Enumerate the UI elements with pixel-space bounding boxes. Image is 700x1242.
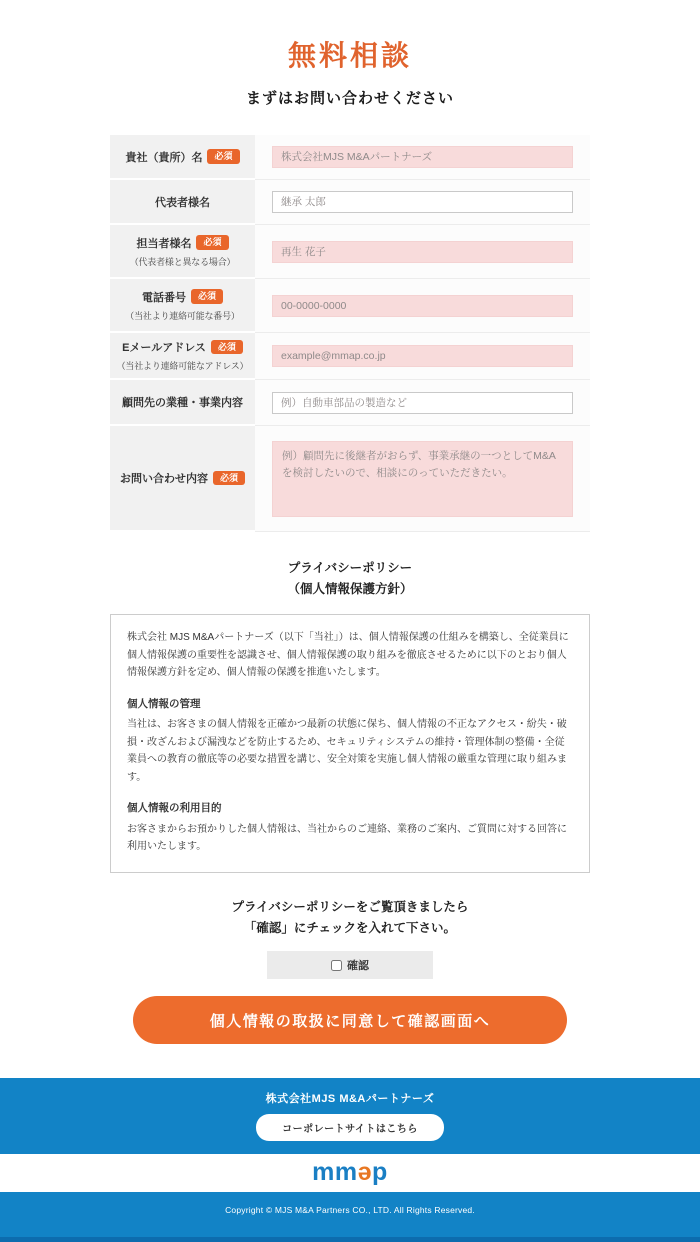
field-note: （当社より連絡可能な番号） [125, 310, 240, 321]
copyright-bar [0, 1192, 700, 1242]
submit-button[interactable]: 個人情報の取扱に同意して確認画面へ [133, 996, 567, 1044]
confirm-instruction [0, 897, 700, 941]
field-note: （代表者様と異なる場合） [129, 256, 236, 267]
confirm-checkbox-text: 確認 [347, 960, 369, 973]
required-badge: 必須 [213, 471, 245, 486]
logo-band [0, 1154, 700, 1192]
footer-company-name: 株式会社MJS M&Aパートナーズ [265, 1093, 435, 1106]
required-badge: 必須 [211, 340, 243, 355]
form-label-representative-name [110, 180, 255, 225]
logo-part-a: ə [357, 1158, 373, 1187]
phone-input[interactable] [272, 295, 573, 317]
form-label-phone [110, 279, 255, 333]
confirm-instruction-line2: 「確認」にチェックを入れて下さい。 [243, 921, 457, 936]
confirm-checkbox-label[interactable] [331, 957, 369, 973]
contact-person-input[interactable] [272, 241, 573, 263]
form-row-email [110, 333, 590, 380]
confirm-checkbox-box [267, 951, 433, 979]
form-row-phone [110, 279, 590, 333]
form-value-representative-name [255, 180, 590, 225]
field-label: 担当者様名 [136, 237, 192, 250]
form-value-inquiry [255, 426, 590, 532]
field-note: （当社より連絡可能なアドレス） [116, 361, 249, 371]
client-industry-input[interactable] [272, 392, 573, 414]
privacy-policy-box [110, 614, 590, 872]
privacy-section-title: 個人情報の管理 [127, 697, 201, 710]
form-row-representative-name [110, 180, 590, 225]
privacy-intro: 株式会社 MJS M&Aパートナーズ（以下「当社」）は、個人情報保護の仕組みを構築し、全従業員に個人情報保護の重要性を認識させ、個人情報保護の取り組みを徹底させるために以下のとおり個人情報保護方針を定め、個人情報の保護を推進いたします。 [127, 632, 569, 679]
form-row-company-name [110, 135, 590, 180]
page-subtitle: まずはお問い合わせください [245, 89, 454, 107]
confirm-checkbox[interactable] [331, 960, 342, 971]
contact-form [110, 135, 590, 532]
form-value-phone [255, 279, 590, 333]
field-label: 貴社（貴所）名 [125, 151, 203, 164]
form-value-email [255, 333, 590, 380]
inquiry-textarea[interactable] [272, 441, 573, 517]
field-label: Eメールアドレス [122, 342, 206, 354]
logo-part-p: p [372, 1158, 388, 1187]
form-row-inquiry [110, 426, 590, 532]
required-badge: 必須 [196, 235, 228, 250]
representative-name-input[interactable] [272, 191, 573, 213]
form-row-contact-person [110, 225, 590, 279]
form-value-contact-person [255, 225, 590, 279]
form-label-email [110, 333, 255, 380]
form-value-company-name [255, 135, 590, 180]
privacy-section-title: 個人情報の利用目的 [127, 802, 222, 815]
privacy-heading-line1: プライバシーポリシー [287, 561, 413, 575]
field-label: 顧問先の業種・事業内容 [122, 397, 243, 409]
logo-part-mm: mm [312, 1158, 358, 1187]
privacy-section-body: 当社は、お客さまの個人情報を正確かつ最新の状態に保ち、個人情報の不正なアクセス・紛失・破損・改ざんおよび漏洩などを防止するため、セキュリティシステムの維持・管理体制の整備・全従業員への教育の徹底等の必要な措置を講じ、安全対策を実施し個人情報の厳重な管理に取り組みます。 [127, 719, 567, 783]
mmap-logo [312, 1160, 388, 1185]
form-label-company-name [110, 135, 255, 180]
field-label: お問い合わせ内容 [119, 473, 208, 485]
copyright-text: Copyright © MJS M&A Partners CO., LTD. All Rights Reserved. [225, 1205, 475, 1216]
confirm-instruction-line1: プライバシーポリシーをご覧頂きましたら [231, 899, 469, 914]
email-input[interactable] [272, 345, 573, 367]
privacy-section-body: お客さまからお預かりした個人情報は、当社からのご連絡、業務のご案内、ご質問に対する回答に利用いたします。 [127, 823, 567, 852]
privacy-heading [0, 558, 700, 599]
form-label-inquiry [110, 426, 255, 532]
field-label: 電話番号 [141, 291, 186, 304]
corporate-site-button[interactable]: コーポレートサイトはこちら [256, 1114, 444, 1141]
form-row-client-industry [110, 380, 590, 426]
company-name-input[interactable] [272, 146, 573, 168]
required-badge: 必須 [191, 289, 223, 304]
page-title: 無料相談 [287, 39, 412, 72]
required-badge: 必須 [207, 149, 239, 164]
form-label-contact-person [110, 225, 255, 279]
form-value-client-industry [255, 380, 590, 426]
footer [0, 1078, 700, 1154]
privacy-heading-line2: （個人情報保護方針） [287, 581, 413, 596]
header [0, 0, 700, 108]
field-label: 代表者様名 [155, 196, 210, 209]
form-label-client-industry [110, 380, 255, 426]
